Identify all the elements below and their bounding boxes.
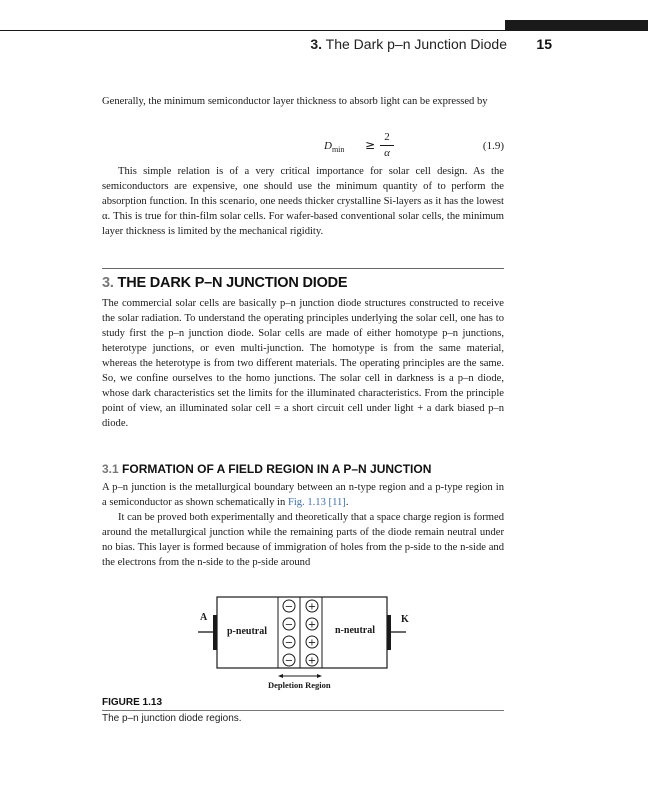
design-paragraph <box>102 164 504 239</box>
subsection-heading <box>102 462 522 476</box>
equation-lhs <box>324 140 344 154</box>
depletion-region-label: Depletion Region <box>268 680 331 690</box>
negative-charge-sign: − <box>284 655 294 667</box>
subsection-paragraph-1-text: A p–n junction is the metallurgical boundary between an n-type region and a p-type region in a semiconductor as shown schematically in <box>102 482 504 508</box>
running-head-section-number: 3. <box>310 36 323 52</box>
subsection-paragraph-1-end: . <box>345 497 349 508</box>
anode-contact <box>213 615 217 650</box>
section-rule <box>102 268 504 269</box>
positive-charge-sign: + <box>307 619 317 631</box>
running-head <box>0 36 507 52</box>
anode-label: A <box>200 612 208 623</box>
equation-fraction-bar <box>380 145 394 146</box>
subsection-number: 3.1 <box>102 462 119 476</box>
subsection-title: FORMATION OF A FIELD REGION IN A P–N JUNCTION <box>122 462 432 476</box>
figure-reference-link[interactable]: Fig. 1.13 [11] <box>287 497 346 508</box>
running-head-title: The Dark p–n Junction Diode <box>325 36 507 52</box>
cathode-label: K <box>401 614 409 625</box>
header-accent-bar <box>505 20 648 30</box>
figure-1-13-diagram <box>190 592 420 692</box>
intro-paragraph: Generally, the minimum semiconductor layer thickness to absorb light can be expressed by <box>102 96 488 107</box>
equation-numerator: 2 <box>384 131 390 143</box>
positive-charge-sign: + <box>307 601 317 613</box>
p-neutral-label: p-neutral <box>227 626 267 637</box>
pn-junction-diagram <box>190 592 420 692</box>
section-heading <box>102 275 522 291</box>
header-rule <box>0 30 648 31</box>
equation-fraction <box>380 131 394 160</box>
design-paragraph-text: This simple relation is of a very critical importance for solar cell design. As the semiconductors are expensive, one should use the minimum quantity of to perform the absorption function. In this scenario, one needs thicker crystalline Si-layers as it has the lowest α. This is true for thin-film solar cells. For wafer-based conventional solar cells, the minimum layer thickness is limited by the mechanical rigidity. <box>102 166 504 237</box>
figure-caption-text: The p–n junction diode regions. <box>102 713 242 724</box>
negative-charge-sign: − <box>284 601 294 613</box>
subsection-paragraph-1 <box>102 480 504 510</box>
negative-charge-sign: − <box>284 637 294 649</box>
section-title: THE DARK P–N JUNCTION DIODE <box>117 275 348 291</box>
subsection-body <box>102 480 504 570</box>
equation-relation: ≥ <box>365 138 376 152</box>
depletion-arrow-head-right <box>317 674 322 678</box>
cathode-contact <box>387 615 391 650</box>
figure-caption-label: FIGURE 1.13 <box>102 697 163 708</box>
equation-lhs-symbol: D <box>324 140 332 152</box>
figure-caption-rule <box>102 710 504 711</box>
negative-charge-sign: − <box>284 619 294 631</box>
page-number: 15 <box>536 36 552 52</box>
section-number: 3. <box>102 275 114 291</box>
subsection-paragraph-2: It can be proved both experimentally and theoretically that a space charge region is formed around the metallurgical junction while the remaining parts of the diode remain neutral under no bias. This layer is formed because of immigration of holes from the p-side to the n-side and the electrons from the n-side to the p-side around <box>102 512 504 568</box>
positive-charge-sign: + <box>307 655 317 667</box>
positive-charge-sign: + <box>307 637 317 649</box>
n-neutral-label: n-neutral <box>335 625 375 636</box>
depletion-arrow-head-left <box>278 674 283 678</box>
equation-1-9 <box>102 131 504 163</box>
section-paragraph: The commercial solar cells are basically p–n junction diode structures constructed to receive the solar radiation. To understand the operating principles underlying the solar cell, one has to study first the p–n junction diode. Solar cells are made of either homotype p–n junctions, heterotype junctions, or even multi-junction. The homotype is from the same material, whereas the heterotype is from two different materials. The operating principles are the same. So, we confine ourselves to the homo junctions. The solar cell in darkness is a p–n diode, whose dark characteristics set the limits for the illuminated characteristics. From the principle point of view, an illuminated solar cell = a short circuit cell under light + a dark biased p–n diode. <box>102 298 504 429</box>
equation-denominator: α <box>384 147 390 159</box>
equation-lhs-subscript: min <box>331 145 345 155</box>
equation-number: (1.9) <box>482 140 504 152</box>
